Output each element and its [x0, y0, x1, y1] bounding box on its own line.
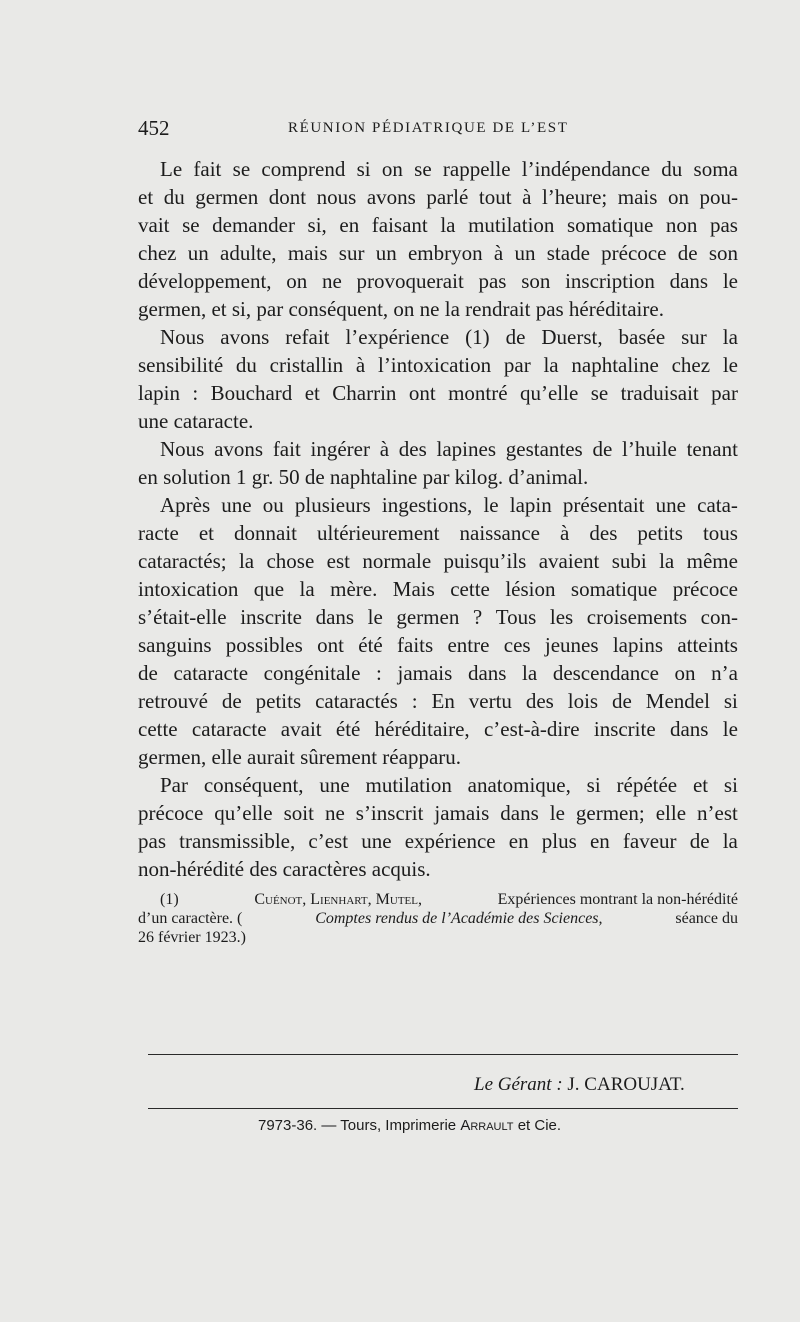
paragraph-line: Nous avons refait l’expérience (1) de Duerst, basée sur la	[160, 325, 738, 349]
footnote-text: d’un caractère. (	[138, 910, 243, 927]
paragraph-line: retrouvé de petits cataractés : En vertu des lois de Mendel si	[138, 689, 738, 713]
paragraph-line: s’était-elle inscrite dans le germen ? Tous les croisements con-	[138, 605, 738, 629]
imprint-line	[258, 1117, 561, 1134]
footnote-line	[138, 890, 738, 909]
paragraph-line: cataractés; la chose est normale puisqu’ils avaient subi la même	[138, 549, 738, 573]
page-number: 452	[138, 116, 170, 140]
paragraph-line: cette cataracte avait été héréditaire, c’est-à-dire inscrite dans le	[138, 717, 738, 741]
page-header	[138, 116, 738, 146]
paragraph-line: chez un adulte, mais sur un embryon à un stade précoce de son	[138, 241, 738, 265]
paragraph-line: Après une ou plusieurs ingestions, le lapin présentait une cata-	[160, 493, 738, 517]
gerant-label: Le Gérant :	[474, 1074, 563, 1095]
paragraph-line: pas transmissible, c’est une expérience en plus en faveur de la	[138, 829, 738, 853]
divider-rule	[148, 1108, 738, 1109]
gerant-name: J. CAROUJAT.	[567, 1074, 685, 1095]
paragraph-line: racte et donnait ultérieurement naissance à des petits tous	[138, 521, 738, 545]
paragraph-line: germen, elle aurait sûrement réapparu.	[138, 745, 462, 769]
paragraph-line: non-hérédité des caractères acquis.	[138, 857, 431, 881]
footnote-date: 26 février 1923.)	[138, 929, 246, 946]
paragraph-line: Le fait se comprend si on se rappelle l’indépendance du soma	[160, 157, 738, 181]
paragraph-line: et du germen dont nous avons parlé tout à l’heure; mais on pou-	[138, 185, 738, 209]
paragraph-line: en solution 1 gr. 50 de naphtaline par kilog. d’animal.	[138, 465, 589, 489]
imprint-prefix: 7973-36. — Tours, Imprimerie	[258, 1117, 457, 1134]
paragraph-line: sensibilité du cristallin à l’intoxication par la naphtaline chez le	[138, 353, 738, 377]
paragraph-line: germen, et si, par conséquent, on ne la rendrait pas héréditaire.	[138, 297, 664, 321]
footnote-title: Expériences montrant la non-hérédité	[497, 891, 738, 908]
paragraph-line: développement, on ne provoquerait pas son inscription dans le	[138, 269, 738, 293]
paragraph-line: sanguins possibles ont été faits entre ces jeunes lapins atteints	[138, 633, 738, 657]
divider-rule	[148, 1054, 738, 1055]
footnote-text: séance du	[675, 910, 738, 927]
running-title: RÉUNION PÉDIATRIQUE DE L’EST	[288, 120, 569, 136]
footnote-journal: Comptes rendus de l’Académie des Sciences,	[315, 910, 603, 927]
body-text	[138, 155, 738, 883]
footnote-marker: (1)	[160, 891, 179, 908]
footnote-line	[138, 909, 738, 928]
paragraph-line: une cataracte.	[138, 409, 254, 433]
imprint-suffix: et Cie.	[517, 1117, 562, 1134]
footnote	[138, 890, 738, 947]
imprint-printer: Arrault	[460, 1117, 514, 1134]
paragraph-line: Par conséquent, une mutilation anatomique, si répétée et si	[160, 773, 738, 797]
gerant-signature	[474, 1074, 685, 1096]
footnote-line	[138, 928, 738, 947]
paragraph-line: vait se demander si, en faisant la mutilation somatique non pas	[138, 213, 738, 237]
paragraph-line: Nous avons fait ingérer à des lapines gestantes de l’huile tenant	[160, 437, 738, 461]
footnote-authors: Cuénot, Lienhart, Mutel,	[254, 891, 422, 908]
paragraph-line: précoce qu’elle soit ne s’inscrit jamais dans le germen; elle n’est	[138, 801, 738, 825]
paragraph-line: lapin : Bouchard et Charrin ont montré qu’elle se traduisait par	[138, 381, 738, 405]
paragraph-line: de cataracte congénitale : jamais dans la descendance on n’a	[138, 661, 738, 685]
paragraph-line: intoxication que la mère. Mais cette lésion somatique précoce	[138, 577, 738, 601]
